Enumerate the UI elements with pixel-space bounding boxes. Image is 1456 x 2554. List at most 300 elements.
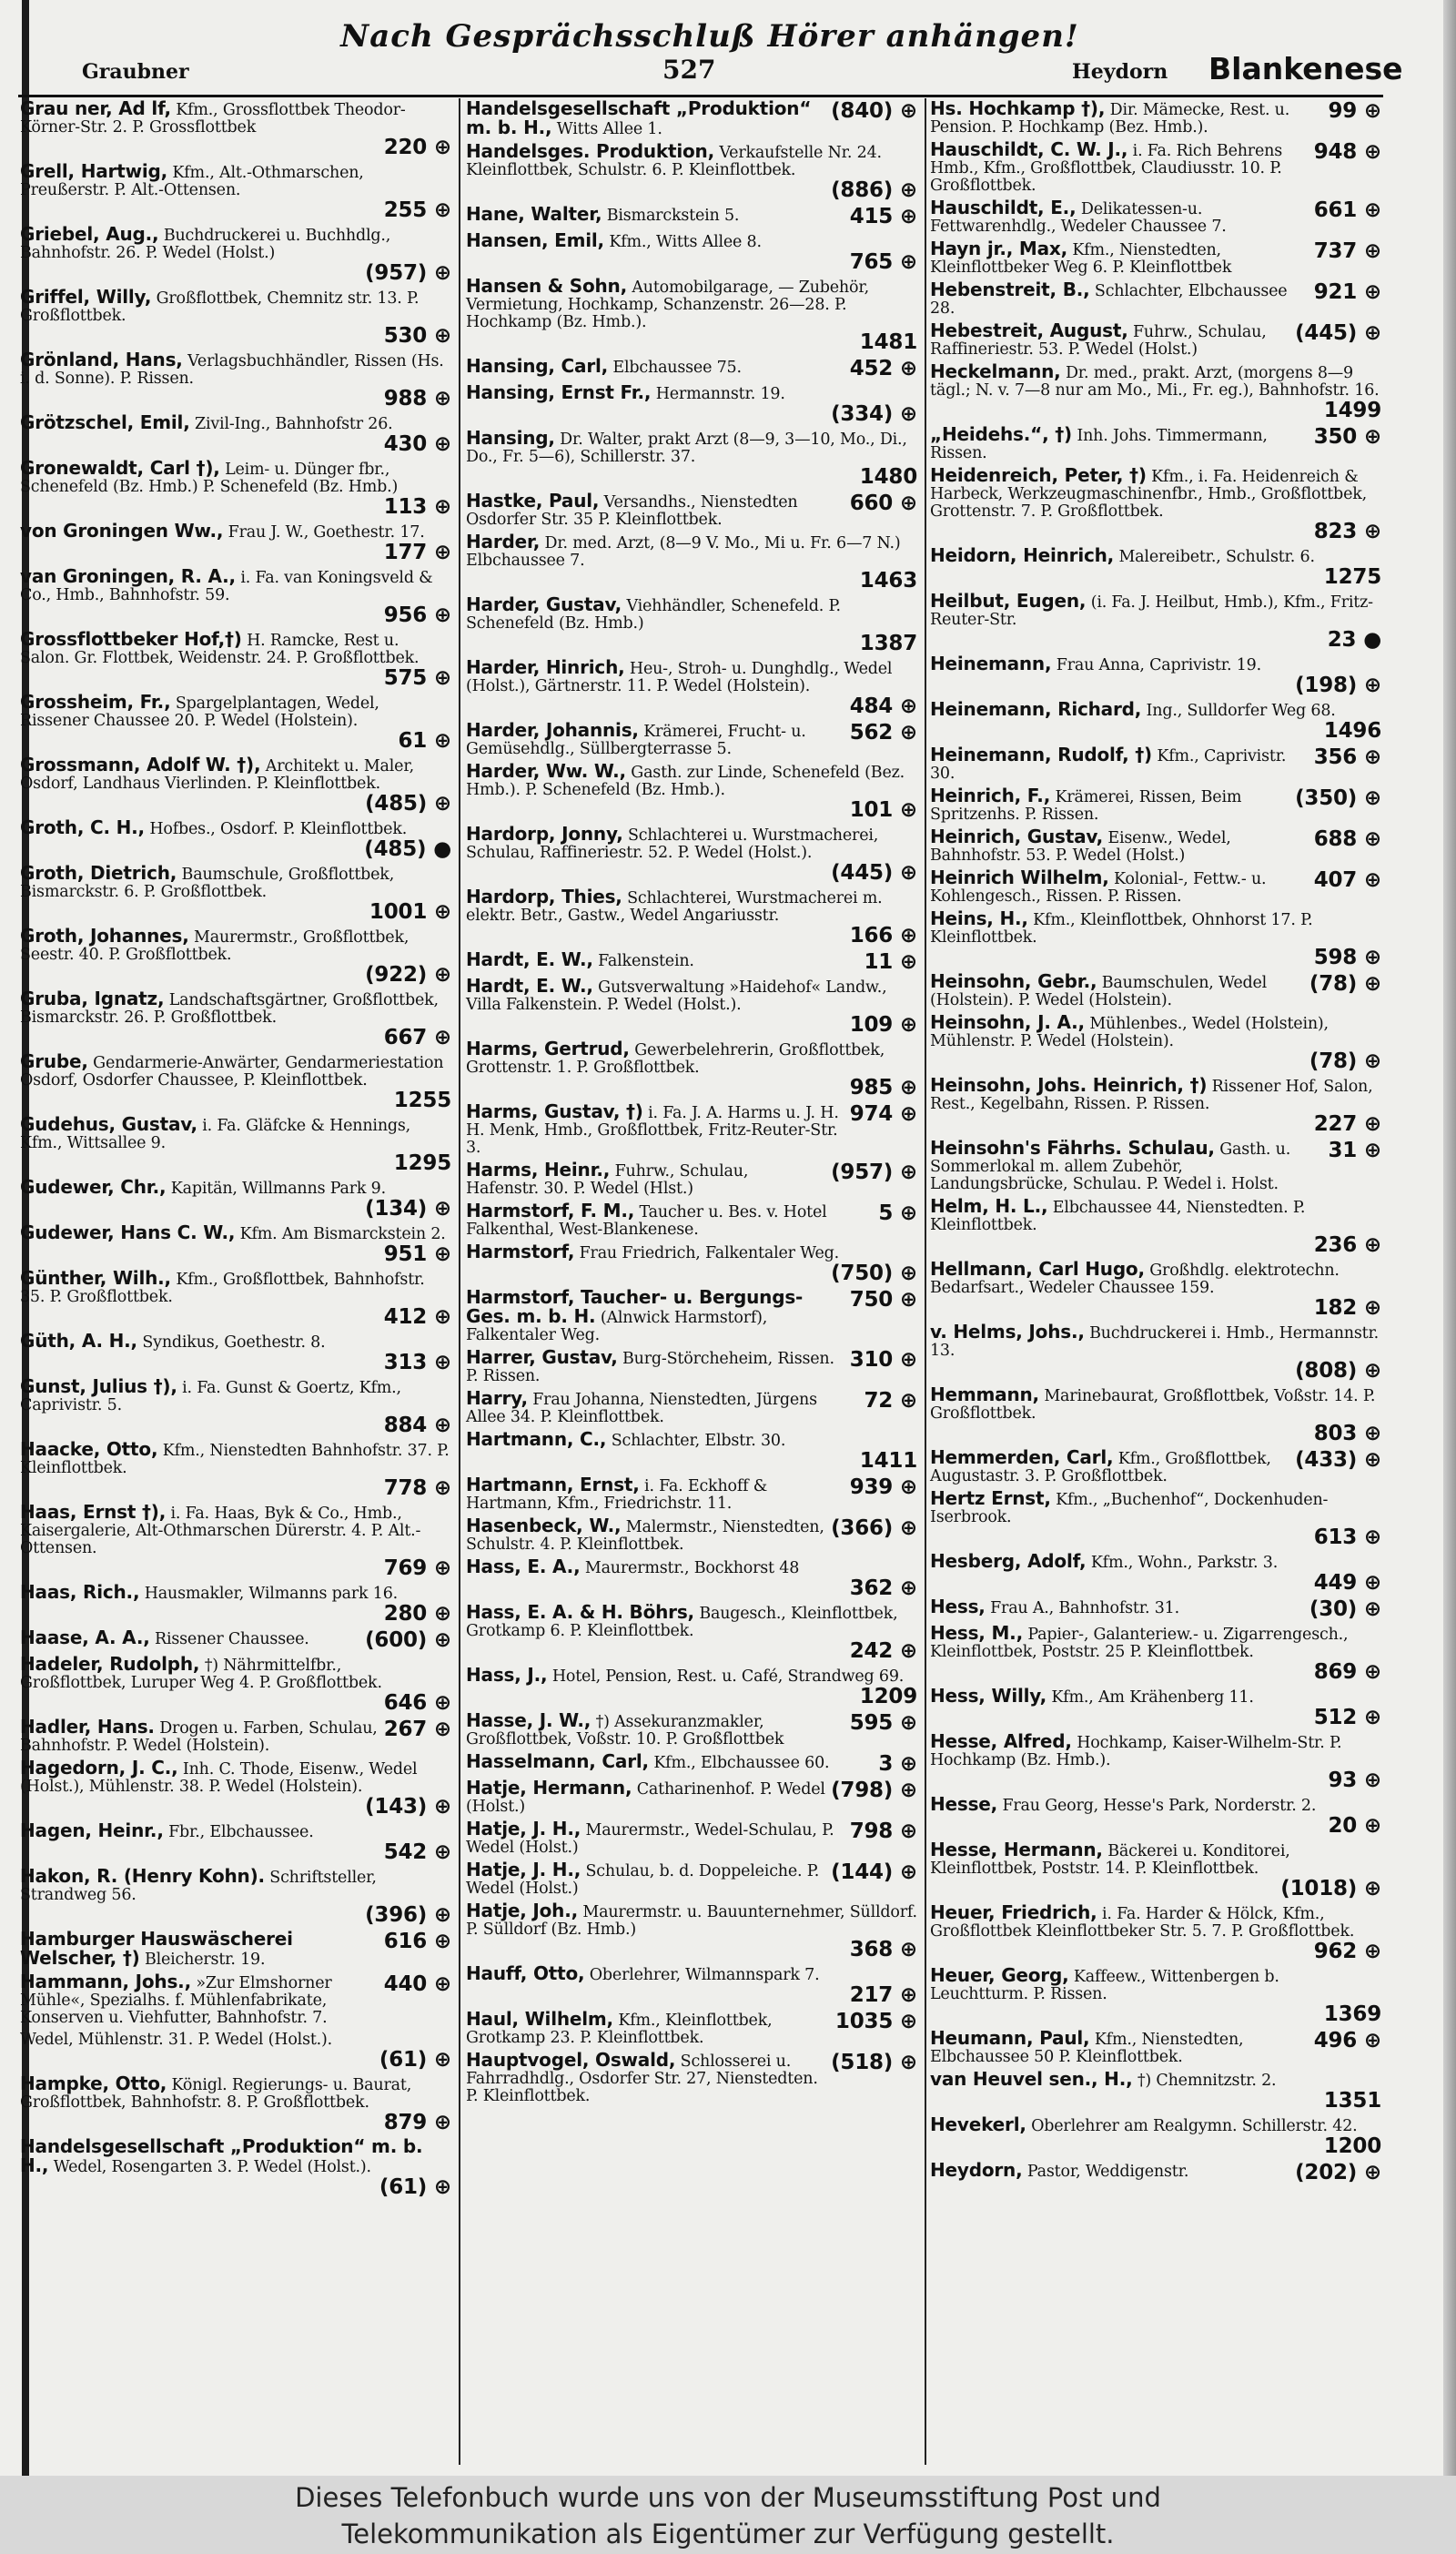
- entry-name: Hagedorn, J. C.,: [20, 1757, 178, 1779]
- entry-details: Burg-Störcheheim, Rissen. P. Rissen.: [466, 1350, 834, 1385]
- directory-entry: [466, 1820, 921, 1857]
- entry-details: Dr. med., prakt. Arzt, (morgens 8—9 tägl.; N. v. 7—8 nur am Mo., Mi., Fr. eg.), Bahnhofstr. 16.: [930, 364, 1380, 400]
- footer-notice: [0, 2476, 1456, 2554]
- entry-details: Hochkamp, Kaiser-Wilhelm-Str. P. Hochkamp (Bz. Hmb.).: [930, 1734, 1342, 1769]
- phone-number: 217 ⊕: [849, 1983, 917, 2007]
- directory-entry: [930, 281, 1385, 318]
- directory-entry: [20, 1113, 455, 1175]
- phone-number: (134) ⊕: [365, 1197, 451, 1221]
- phone-number: 177 ⊕: [383, 541, 451, 564]
- entry-name: Heinrich, F.,: [930, 785, 1051, 806]
- entry-details: Buchdruckerei i. Hmb., Hermannstr. 13.: [930, 1324, 1380, 1360]
- phone-number: (600) ⊕: [365, 1628, 451, 1652]
- entry-name: Gudehus, Gustav,: [20, 1113, 197, 1135]
- entry-name: van Groningen, R. A.,: [20, 565, 236, 587]
- directory-entry: [930, 698, 1385, 743]
- entry-details: Oberlehrer, Wilmannspark 7.: [589, 1966, 820, 1984]
- phone-number: 765 ⊕: [849, 250, 917, 274]
- phone-number: (433) ⊕: [1295, 1448, 1381, 1472]
- entry-name: Hess,: [930, 1596, 986, 1617]
- entry-name: Heidenreich, Peter, †): [930, 464, 1147, 486]
- entry-details: Frau A., Bahnhofstr. 31.: [990, 1599, 1179, 1617]
- phone-number: 23 ●: [1327, 628, 1381, 652]
- directory-entry: [20, 1267, 455, 1329]
- phone-number: 101 ⊕: [849, 798, 917, 822]
- entry-details: Inh. Johs. Timmermann, Rissen.: [930, 427, 1268, 462]
- entry-details: Elbchaussee 75.: [612, 359, 742, 377]
- directory-entry: [466, 2008, 921, 2047]
- entry-name: Gronewaldt, Carl †),: [20, 457, 220, 479]
- page-header: [55, 18, 1403, 91]
- directory-entry: [20, 565, 455, 627]
- directory-entry: [466, 140, 921, 202]
- directory-entry: [466, 427, 921, 489]
- entry-name: Haas, Rich.,: [20, 1581, 140, 1603]
- entry-name: Harms, Heinr.,: [466, 1159, 611, 1181]
- entry-details: Hofbes., Osdorf. P. Kleinflottbek.: [149, 820, 408, 838]
- directory-entry: [20, 1718, 455, 1755]
- entry-details: Papier-, Galanteriew.- u. Zigarrengesch., Kleinflottbek, Poststr. 25 P. Kleinflottbek.: [930, 1626, 1349, 1661]
- entry-name: Harder, Gustav,: [466, 593, 622, 615]
- entry-details: Eisenw., Wedel, Bahnhofstr. 53. P. Wedel (Holst.): [930, 829, 1231, 865]
- phone-number: 512 ⊕: [1313, 1706, 1381, 1729]
- entry-name: Hansing,: [466, 427, 555, 449]
- entry-name: Harms, Gustav, †): [466, 1100, 643, 1122]
- phone-number: (334) ⊕: [831, 402, 917, 426]
- entry-details: (Alnwick Harmstorf), Falkentaler Weg.: [466, 1309, 768, 1344]
- entry-details: †) Chemnitzstr. 2.: [1137, 2072, 1277, 2090]
- directory-entry: [20, 1438, 455, 1500]
- entry-details: Bleicherstr. 19.: [144, 1951, 266, 1969]
- phone-number: 484 ⊕: [849, 694, 917, 718]
- phone-number: 496 ⊕: [1313, 2029, 1381, 2052]
- entry-details: Kfm., Kleinflottbek, Ohnhorst 17. P. Kleinflottbek.: [930, 911, 1313, 947]
- phone-number: 255 ⊕: [383, 198, 451, 222]
- phone-number: 3 ⊕: [878, 1752, 917, 1776]
- directory-entry: [20, 1221, 455, 1266]
- directory-entry: [930, 544, 1385, 589]
- entry-details: Dr. med. Arzt, (8—9 V. Mo., Mi u. Fr. 6—7 N.) Elbchaussee 7.: [466, 534, 901, 570]
- entry-name: Hass, E. A. & H. Böhrs,: [466, 1601, 694, 1623]
- phone-number: 769 ⊕: [383, 1556, 451, 1580]
- entry-details: Dir. Mämecke, Rest. u. Pension. P. Hochkamp (Bez. Hmb.).: [930, 101, 1290, 137]
- entry-details: Leim- u. Dünger fbr., Schenefeld (Bz. Hmb.) P. Schenefeld (Bz. Hmb.): [20, 461, 399, 496]
- directory-entry: [466, 1040, 921, 1099]
- directory-entry: [466, 1286, 921, 1344]
- entry-details: Schlachter, Elbstr. 30.: [611, 1432, 786, 1450]
- phone-number: (957) ⊕: [831, 1160, 917, 1184]
- entry-name: Hardt, E. W.,: [466, 948, 593, 970]
- entry-name: Hatje, J. H.,: [466, 1818, 581, 1839]
- phone-number: (750) ⊕: [831, 1262, 917, 1285]
- directory-entry: [466, 1243, 921, 1284]
- phone-number: 956 ⊕: [383, 603, 451, 627]
- entry-details: Rissener Hof, Salon, Rest., Kegelbahn, Rissen. P. Rissen.: [930, 1078, 1373, 1113]
- entry-details: Krämerei, Frucht- u. Gemüsehdlg., Süllbergterrasse 5.: [466, 723, 806, 758]
- directory-entry: [930, 1622, 1385, 1684]
- phone-number: 1480: [859, 465, 917, 489]
- entry-details: Maurermstr. u. Bauunternehmer, Sülldorf. P. Sülldorf (Bz. Hmb.): [466, 1903, 917, 1939]
- phone-number: (798) ⊕: [831, 1779, 917, 1802]
- phone-number: 616 ⊕: [383, 1930, 451, 1953]
- entry-details: Bismarckstein 5.: [606, 207, 740, 225]
- phone-number: 166 ⊕: [849, 924, 917, 948]
- directory-entry: [466, 203, 921, 228]
- phone-number: 778 ⊕: [383, 1476, 451, 1500]
- entry-details: Kfm., i. Fa. Heidenreich & Harbeck, Werkzeugmaschinenfbr., Hmb., Großflottbek, Grottenstr. 7. P. Großflottbek.: [930, 468, 1367, 521]
- directory-entry: [930, 1598, 1385, 1620]
- directory-entry: [466, 1202, 921, 1239]
- directory-entry: [466, 1779, 921, 1816]
- phone-number: 869 ⊕: [1313, 1660, 1381, 1684]
- entry-details: Mühlenbes., Wedel (Holstein), Mühlenstr. P. Wedel (Holstein).: [930, 1015, 1329, 1050]
- entry-details: Kfm., Nienstedten, Elbchaussee 50 P. Kleinflottbek.: [930, 2031, 1244, 2066]
- phone-number: 1351: [1323, 2089, 1381, 2113]
- directory-entry: [466, 656, 921, 718]
- directory-entry: [20, 1819, 455, 1864]
- directory-entry: [466, 1558, 921, 1599]
- entry-name: Heilbut, Eugen,: [930, 590, 1087, 612]
- entry-name: Grube,: [20, 1050, 88, 1072]
- entry-details: Baugesch., Kleinflottbek, Grotkamp 6. P. Kleinflottbek.: [466, 1605, 898, 1640]
- phone-number: 1255: [393, 1089, 451, 1112]
- entry-name: Hesse,: [930, 1793, 998, 1815]
- phone-number: 109 ⊕: [849, 1013, 917, 1037]
- entry-details: Schlachter, Elbchaussee 28.: [930, 282, 1288, 318]
- phone-number: 1411: [859, 1449, 917, 1473]
- entry-name: Hansen, Emil,: [466, 229, 604, 251]
- phone-number: (144) ⊕: [831, 1860, 917, 1884]
- directory-entry: [466, 97, 921, 138]
- entry-details: Witts Allee 1.: [556, 120, 662, 138]
- phone-number: (886) ⊕: [831, 178, 917, 202]
- phone-number: 1499: [1323, 399, 1381, 422]
- page-number: 527: [662, 55, 716, 85]
- phone-number: 72 ⊕: [864, 1389, 917, 1413]
- directory-entry: [20, 1050, 455, 1112]
- entry-name: Hardorp, Thies,: [466, 886, 622, 907]
- entry-details: Schlosserei u. Fahrradhdlg., Osdorfer Str. 27, Nienstedten. P. Kleinflottbek.: [466, 2052, 818, 2105]
- entry-details: i. Fa. Gunst & Goertz, Kfm., Caprivistr. 5.: [20, 1379, 401, 1414]
- directory-entry: [930, 655, 1385, 696]
- entry-details: Frau Georg, Hesse's Park, Norderstr. 2.: [1002, 1797, 1317, 1815]
- phone-number: 884 ⊕: [383, 1414, 451, 1437]
- phone-number: 449 ⊕: [1313, 1571, 1381, 1595]
- entry-name: Haul, Wilhelm,: [466, 2008, 613, 2030]
- directory-entry: [20, 160, 455, 222]
- entry-name: Hartmann, Ernst,: [466, 1474, 640, 1495]
- phone-number: 823 ⊕: [1313, 520, 1381, 543]
- entry-name: Hatje, Hermann,: [466, 1777, 632, 1799]
- phone-number: 613 ⊕: [1313, 1525, 1381, 1549]
- phone-number: (78) ⊕: [1309, 1049, 1381, 1073]
- directory-entry: [930, 1011, 1385, 1073]
- phone-number: 356 ⊕: [1313, 745, 1381, 769]
- entry-details: i. Fa. Gläfcke & Hennings, Kfm., Wittsallee 9.: [20, 1117, 411, 1152]
- phone-number: 220 ⊕: [383, 136, 451, 159]
- entry-name: Hansing, Carl,: [466, 355, 609, 377]
- listing-column-2: [466, 97, 921, 2467]
- entry-details: Oberlehrer am Realgymn. Schillerstr. 42.: [1031, 2117, 1358, 2135]
- page-edge-shadow: [1443, 0, 1456, 2476]
- phone-number: (1018) ⊕: [1280, 1877, 1381, 1900]
- entry-details: Landschaftsgärtner, Großflottbek, Bismarckstr. 26. P. Großflottbek.: [20, 991, 439, 1027]
- entry-details: Wedel, Rosengarten 3. P. Wedel (Holst.).: [53, 2158, 371, 2176]
- directory-entry: [930, 590, 1385, 652]
- entry-details: Marinebaurat, Großflottbek, Voßstr. 14. P. Großflottbek.: [930, 1387, 1376, 1423]
- entry-name: Hauff, Otto,: [466, 1962, 585, 1984]
- entry-details: i. Fa. J. A. Harms u. J. H. H. Menk, Hmb., Großflottbek, Fritz-Reuter-Str. 3.: [466, 1104, 839, 1157]
- phone-number: 1496: [1323, 719, 1381, 743]
- entry-name: Harder, Hinrich,: [466, 656, 625, 678]
- directory-entry: [20, 411, 455, 456]
- directory-entry: [20, 457, 455, 519]
- phone-number: 688 ⊕: [1313, 827, 1381, 851]
- entry-details: Kaffeew., Wittenbergen b. Leuchtturm. P. Rissen.: [930, 1968, 1279, 2003]
- entry-name: Hardt, E. W.,: [466, 975, 593, 997]
- entry-details: Kfm., Elbchaussee 60.: [653, 1754, 830, 1772]
- entry-details: Frau J. W., Goethestr. 17.: [228, 523, 425, 542]
- entry-details: Maurermstr., Großflottbek, Seestr. 40. P. Großflottbek.: [20, 928, 410, 964]
- directory-entry: [466, 1517, 921, 1554]
- directory-entry: [466, 593, 921, 655]
- phone-number: 1200: [1323, 2134, 1381, 2158]
- entry-name: Grossmann, Adolf W. †),: [20, 754, 261, 775]
- directory-entry: [930, 1323, 1385, 1382]
- directory-entry: [930, 464, 1385, 543]
- entry-details: Kfm. Am Bismarckstein 2.: [239, 1225, 446, 1243]
- entry-name: Hartmann, C.,: [466, 1428, 607, 1450]
- directory-entry: [930, 2159, 1385, 2184]
- directory-entry: [466, 948, 921, 974]
- entry-name: Heidorn, Heinrich,: [930, 544, 1115, 566]
- directory-entry: [20, 927, 455, 986]
- directory-entry: [930, 1687, 1385, 1728]
- listing-column-1: [20, 97, 455, 2467]
- entry-name: Heinsohn's Fährhs. Schulau,: [930, 1137, 1215, 1159]
- entry-name: Handelsgesellschaft „Produktion“ m. b. H.,: [20, 2135, 423, 2176]
- entry-details: Automobilgarage, — Zubehör, Vermietung, Hochkamp, Schanzenstr. 26—28. P. Hochkamp (Bz. Hmb.).: [466, 279, 869, 331]
- directory-entry: [20, 97, 455, 159]
- phone-number: (350) ⊕: [1295, 786, 1381, 810]
- entry-name: Helm, H. L.,: [930, 1195, 1048, 1217]
- entry-name: Hs. Hochkamp †),: [930, 97, 1106, 119]
- entry-details: Pastor, Weddigenstr.: [1026, 2163, 1189, 2181]
- entry-name: Grell, Hartwig,: [20, 160, 168, 182]
- entry-name: Hadeler, Rudolph,: [20, 1653, 200, 1675]
- entry-name: Hass, E. A.,: [466, 1556, 581, 1577]
- entry-name: Güth, A. H.,: [20, 1330, 137, 1352]
- entry-details: Gendarmerie-Anwärter, Gendarmeriestation Osdorf, Osdorfer Chaussee, P. Kleinflottbek.: [20, 1054, 444, 1090]
- phone-number: 11 ⊕: [864, 950, 917, 974]
- entry-details: Fbr., Elbchaussee.: [168, 1823, 314, 1841]
- entry-name: v. Helms, Johs.,: [930, 1321, 1085, 1343]
- column-divider: [459, 98, 460, 2465]
- entry-name: Haas, Ernst †),: [20, 1501, 167, 1523]
- phone-number: 562 ⊕: [849, 721, 917, 745]
- directory-entry: [20, 816, 455, 861]
- entry-name: Grossflottbeker Hof,†): [20, 628, 242, 650]
- entry-details: Wedel, Mühlenstr. 31. P. Wedel (Holst.).: [20, 2031, 333, 2049]
- directory-entry: [930, 319, 1385, 359]
- entry-name: Grötzschel, Emil,: [20, 411, 190, 433]
- entry-details: Kfm., Großflottbek, Augustastr. 3. P. Großflottbek.: [930, 1450, 1271, 1485]
- entry-name: Hardorp, Jonny,: [466, 823, 623, 845]
- directory-entry: [466, 275, 921, 354]
- entry-name: Harms, Gertrud,: [466, 1038, 630, 1059]
- phone-number: 31 ⊕: [1328, 1139, 1381, 1162]
- directory-entry: [930, 1793, 1385, 1838]
- entry-details: i. Fa. Eckhoff & Hartmann, Kfm., Friedrichstr. 11.: [466, 1477, 768, 1513]
- entry-name: Harmstorf,: [466, 1241, 575, 1262]
- directory-entry: [20, 2135, 455, 2199]
- phone-number: 20 ⊕: [1328, 1814, 1381, 1838]
- directory-entry: [466, 1476, 921, 1513]
- entry-details: Gasth. u. Sommerlokal m. allem Zubehör, Landungsbrücke, Schulau. P. Wedel i. Holst.: [930, 1140, 1291, 1193]
- entry-name: Hasselmann, Carl,: [466, 1750, 649, 1772]
- phone-number: 242 ⊕: [849, 1639, 917, 1663]
- entry-details: Frau Friedrich, Falkentaler Weg.: [579, 1244, 840, 1262]
- entry-name: Hamburger Hauswäscherei Welscher, †): [20, 1928, 293, 1969]
- directory-entry: [20, 1629, 455, 1651]
- directory-entry: [466, 760, 921, 822]
- entry-name: Gunst, Julius †),: [20, 1375, 177, 1397]
- phone-number: 5 ⊕: [878, 1201, 917, 1225]
- phone-number: (30) ⊕: [1309, 1597, 1381, 1621]
- entry-details: Malermstr., Nienstedten, Schulstr. 4. P. Kleinflottbek.: [466, 1518, 824, 1554]
- directory-entry: [930, 869, 1385, 906]
- entry-name: Hess, Willy,: [930, 1685, 1046, 1707]
- entry-name: Hauschildt, C. W. J.,: [930, 138, 1128, 160]
- phone-number: 646 ⊕: [383, 1691, 451, 1715]
- entry-name: Handelsgesellschaft „Produktion“ m. b. H.,: [466, 97, 812, 138]
- directory-entry: [20, 286, 455, 348]
- phone-number: 415 ⊕: [849, 205, 917, 228]
- phone-number: 1001 ⊕: [369, 900, 451, 924]
- directory-entry: [20, 351, 455, 410]
- entry-name: Harmstorf, F. M.,: [466, 1200, 635, 1221]
- phone-number: 280 ⊕: [383, 1602, 451, 1626]
- entry-details: †) Assekuranzmakler, Großflottbek, Voßstr. 10. P. Großflottbek: [466, 1713, 784, 1748]
- directory-entry: [930, 1137, 1385, 1193]
- phone-number: 595 ⊕: [849, 1711, 917, 1735]
- directory-entry: [20, 1865, 455, 1927]
- entry-details: Kfm., Caprivistr. 30.: [930, 747, 1287, 783]
- entry-name: Harry,: [466, 1387, 528, 1409]
- phone-number: 530 ⊕: [383, 324, 451, 348]
- entry-name: Heinsohn, Johs. Heinrich, †): [930, 1074, 1208, 1096]
- phone-number: 93 ⊕: [1328, 1769, 1381, 1792]
- entry-details: Maurermstr., Wedel-Schulau, P. Wedel (Holst.): [466, 1821, 834, 1857]
- phone-number: (445) ⊕: [1295, 321, 1381, 345]
- directory-entry: [20, 1759, 455, 1818]
- phone-number: 1275: [1323, 565, 1381, 589]
- listing-column-3: [930, 97, 1385, 2467]
- entry-details: Verkaufstelle Nr. 24. Kleinflottbek, Schulstr. 6. P. Kleinflottbek.: [466, 144, 882, 179]
- directory-entry: [930, 1446, 1385, 1485]
- phone-number: 452 ⊕: [849, 357, 917, 380]
- directory-entry: [20, 628, 455, 690]
- directory-entry: [466, 1750, 921, 1776]
- entry-details: Kfm., Nienstedten, Kleinflottbeker Weg 6. P. Kleinflottbek: [930, 241, 1232, 277]
- column-divider: [925, 98, 926, 2465]
- entry-name: Grossheim, Fr.,: [20, 691, 171, 713]
- entry-name: Hesse, Hermann,: [930, 1839, 1103, 1860]
- entry-details: Kfm., Witts Allee 8.: [609, 233, 762, 251]
- phone-number: 440 ⊕: [383, 1972, 451, 1996]
- phone-number: 362 ⊕: [849, 1576, 917, 1600]
- directory-entry: [930, 1841, 1385, 1900]
- phone-number: (922) ⊕: [365, 963, 451, 987]
- entry-name: Hesberg, Adolf,: [930, 1550, 1087, 1572]
- entry-name: Hemmerden, Carl,: [930, 1446, 1114, 1468]
- directory-entry: [466, 1346, 921, 1385]
- entry-details: Königl. Regierungs- u. Baurat, Großflottbek, Bahnhofstr. 8. P. Großflottbek.: [20, 2076, 412, 2112]
- entry-name: Haase, A. A.,: [20, 1627, 150, 1648]
- entry-details: Architekt u. Maler, Osdorf, Landhaus Vierlinden. P. Kleinflottbek.: [20, 757, 414, 793]
- directory-entry: [20, 223, 455, 285]
- directory-entry: [466, 975, 921, 1037]
- entry-details: Kfm., Kleinflottbek, Grotkamp 23. P. Kleinflottbek.: [466, 2012, 773, 2047]
- entry-name: Handelsges. Produktion,: [466, 140, 714, 162]
- entry-name: Gudewer, Chr.,: [20, 1176, 167, 1198]
- entry-details: H. Ramcke, Rest u. Salon. Gr. Flottbek, Weidenstr. 24. P. Großflottbek.: [20, 632, 420, 667]
- phone-number: (366) ⊕: [831, 1516, 917, 1540]
- phone-number: 61 ⊕: [398, 729, 451, 753]
- phone-number: 368 ⊕: [849, 1938, 917, 1961]
- entry-details: Falkenstein.: [598, 952, 694, 970]
- directory-entry: [20, 862, 455, 924]
- phone-number: 667 ⊕: [383, 1026, 451, 1049]
- phone-number: 737 ⊕: [1313, 239, 1381, 263]
- entry-details: Frau Johanna, Nienstedten, Jürgens Allee 34. P. Kleinflottbek.: [466, 1391, 817, 1426]
- entry-details: Syndikus, Goethestr. 8.: [142, 1333, 326, 1352]
- entry-name: Günther, Wilh.,: [20, 1267, 171, 1289]
- entry-details: Schlachterei u. Wurstmacherei, Schulau, Raffineriestr. 52. P. Wedel (Holst.).: [466, 826, 879, 862]
- directory-entry: [466, 1601, 921, 1663]
- phone-number: 236 ⊕: [1313, 1233, 1381, 1257]
- entry-details: Kolonial-, Fettw.- u. Kohlengesch., Rissen. P. Rissen.: [930, 870, 1267, 906]
- entry-details: Großflottbek, Chemnitz str. 13. P. Großflottbek.: [20, 289, 420, 325]
- entry-details: Gewerbelehrerin, Großflottbek, Grottenstr. 1. P. Großflottbek.: [466, 1041, 885, 1077]
- entry-name: Hauptvogel, Oswald,: [466, 2049, 676, 2071]
- entry-details: Viehhändler, Schenefeld. P. Schenefeld (Bz. Hmb.): [466, 597, 841, 633]
- phone-number: 1387: [859, 632, 917, 655]
- entry-details: Kfm., Wohn., Parkstr. 3.: [1090, 1554, 1279, 1572]
- directory-entry: [466, 1428, 921, 1473]
- entry-details: Kfm., „Buchenhof“, Dockenhuden-Iserbrook.: [930, 1491, 1329, 1526]
- phone-number: 962 ⊕: [1313, 1940, 1381, 1963]
- directory-entry: [466, 719, 921, 758]
- directory-entry: [930, 1074, 1385, 1136]
- phone-number: 1463: [859, 569, 917, 593]
- entry-name: Hebenstreit, B.,: [930, 279, 1090, 300]
- phone-number: 350 ⊕: [1313, 425, 1381, 449]
- entry-name: Griffel, Willy,: [20, 286, 152, 308]
- entry-name: Hammann, Johs.,: [20, 1971, 191, 1992]
- entry-details: »Zur Elmshorner Mühle«, Spezialhs. f. Mühlenfabrikate, Konserven u. Viehfutter, Bahnhofstr. 7.: [20, 1974, 332, 2027]
- entry-details: Frau Anna, Caprivistr. 19.: [1056, 656, 1261, 674]
- entry-name: Heinrich, Gustav,: [930, 826, 1103, 847]
- entry-details: Kfm., Großflottbek, Bahnhofstr. 35. P. Großflottbek.: [20, 1271, 425, 1306]
- entry-name: Hatje, J. H.,: [466, 1859, 581, 1880]
- phone-number: 598 ⊕: [1313, 946, 1381, 969]
- directory-entry: [466, 1100, 921, 1157]
- phone-number: 1369: [1323, 2002, 1381, 2026]
- entry-details: Heu-, Stroh- u. Dunghdlg., Wedel (Holst.), Gärtnerstr. 11. P. Wedel (Holstein).: [466, 660, 893, 695]
- phone-number: 939 ⊕: [849, 1475, 917, 1499]
- directory-entry: [930, 1383, 1385, 1445]
